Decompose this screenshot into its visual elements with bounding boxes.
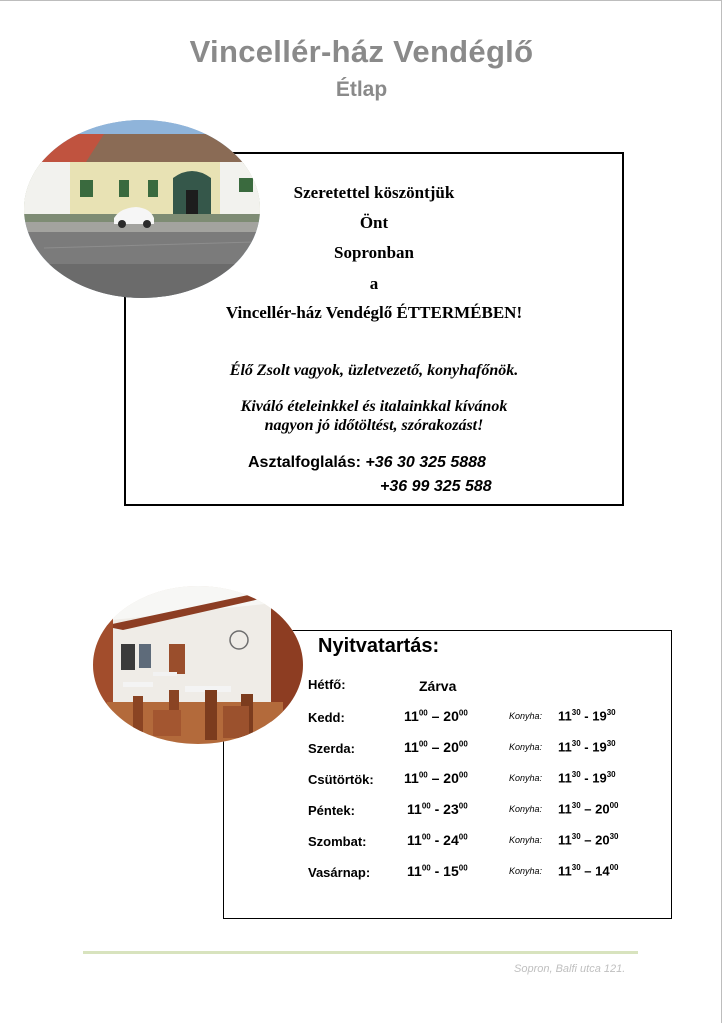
hours-row-friday: [0, 801, 723, 821]
hours-row-wednesday: [0, 739, 723, 759]
restaurant-building-photo: [24, 120, 260, 298]
day-label: Péntek:: [308, 803, 355, 818]
opening-hours-title: Nyitvatartás:: [318, 635, 440, 657]
wishes-line-1: Kiváló ételeinkkel és italainkkal kívánok: [240, 398, 508, 415]
kitchen-time: $11^{30} - 14^{00}$: [558, 863, 619, 879]
kitchen-time: $11^{30} - 20^{00}$: [558, 801, 619, 817]
hours-row-monday: [0, 677, 723, 697]
day-label: Hétfő:: [308, 677, 346, 692]
day-label: Kedd:: [308, 710, 345, 725]
welcome-line-5: Vincellér-ház Vendéglő ÉTTERMÉBEN!: [225, 303, 523, 322]
reservation-line-2: [380, 478, 492, 496]
day-label: Szerda:: [308, 741, 355, 756]
hours-row-sunday: [0, 863, 723, 883]
kitchen-time: $11^{30} - 19^{30}$: [558, 739, 616, 755]
kitchen-label: Konyha:: [509, 866, 543, 876]
day-label: Csütörtök:: [308, 772, 374, 787]
opening-time: $11^{00} - 20^{00}$: [404, 708, 468, 724]
opening-time: $11^{00} - 15^{00}$: [407, 863, 468, 879]
hours-row-saturday: [0, 832, 723, 852]
page-title: Vincellér-ház Vendéglő: [189, 34, 534, 69]
kitchen-label: Konyha:: [509, 742, 543, 752]
reservation-line-1: [248, 454, 486, 472]
footer-address: Sopron, Balfi utca 121.: [514, 963, 626, 975]
opening-time: $11^{00} - 24^{00}$: [407, 832, 468, 848]
wishes-line-2: nagyon jó időtöltést, szórakozást!: [264, 417, 484, 434]
manager-intro: Élő Zsolt vagyok, üzletvezető, konyhafőnök.: [229, 362, 519, 379]
reservation-phone-2: +36 99 325 588: [380, 478, 492, 495]
hours-row-thursday: [0, 770, 723, 790]
welcome-line-4: a: [369, 274, 379, 293]
opening-time: $11^{00} - 20^{00}$: [404, 739, 468, 755]
kitchen-label: Konyha:: [509, 804, 543, 814]
welcome-line-1: Szeretettel köszöntjük: [293, 183, 455, 202]
reservation-phone-1: +36 30 325 5888: [365, 454, 486, 471]
day-label: Szombat:: [308, 834, 367, 849]
reservation-label: Asztalfoglalás:: [248, 454, 361, 471]
kitchen-time: $11^{30} - 19^{30}$: [558, 708, 616, 724]
kitchen-label: Konyha:: [509, 711, 543, 721]
page-subtitle-text: Étlap: [335, 78, 388, 101]
opening-time: $11^{00} - 23^{00}$: [407, 801, 468, 817]
footer-divider: [83, 951, 638, 954]
welcome-line-2: Önt: [359, 213, 389, 232]
welcome-line-3: Sopronban: [333, 243, 414, 262]
kitchen-label: Konyha:: [509, 773, 543, 783]
page-subtitle: [0, 78, 723, 102]
kitchen-time: $11^{30} - 20^{30}$: [558, 832, 619, 848]
hours-row-tuesday: [0, 708, 723, 728]
opening-time: $11^{00} - 20^{00}$: [404, 770, 468, 786]
closed-label: Zárva: [419, 678, 457, 694]
kitchen-label: Konyha:: [509, 835, 543, 845]
day-label: Vasárnap:: [308, 865, 371, 880]
kitchen-time: $11^{30} - 19^{30}$: [558, 770, 616, 786]
